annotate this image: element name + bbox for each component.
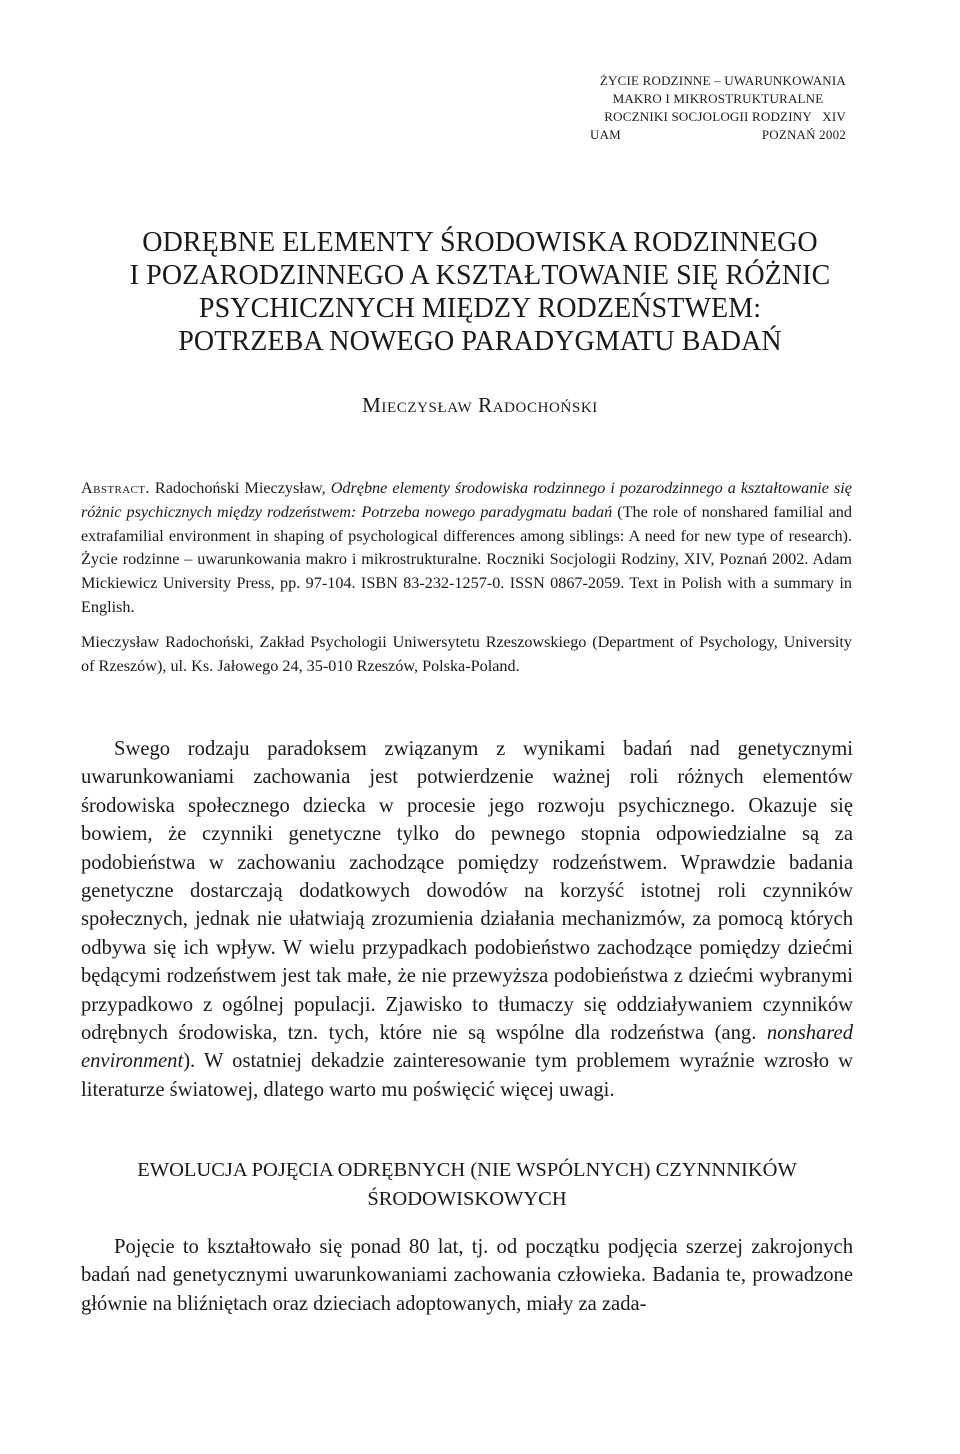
running-header-subtitle: MAKRO I MIKROSTRUKTURALNE (612, 91, 824, 106)
journal-name: ROCZNIKI SOCJOLOGII RODZINY (604, 109, 812, 124)
abstract-title-italic: Odrębne elementy środowiska rodzinnego i pozarodzinnego a kształtowanie się różnic psychicznych między rodzeństwem: Potrzeba nowego paradygmatu badań (81, 479, 852, 521)
running-header (590, 72, 846, 144)
title-line-4: POTRZEBA NOWEGO PARADYGMATU BADAŃ (178, 326, 782, 357)
section-heading-line-1: EWOLUCJA POJĘCIA ODRĘBNYCH (NIE WSPÓLNYCH) CZYNNNIKÓW (137, 1159, 797, 1181)
paragraph-1-italic-term: nonshared environment (81, 1022, 853, 1073)
running-header-series: ŻYCIE RODZINNE – UWARUNKOWANIA (599, 73, 846, 88)
abstract (81, 477, 852, 620)
paragraph-1-text: Swego rodzaju paradoksem związanym z wynikami badań nad genetycznymi uwarunkowaniami zachowania jest potwierdzenie ważnej roli różnych elementów środowiska społecznego dziecka w procesie jego rozwoju psychicznego. Okazuje się bowiem, że czynniki genetyczne tylko do pewnego stopnia odpowiedzialne są za podobieństwa w zachowaniu zachodzące pomiędzy rodzeństwem. Wprawdzie badania genetyczne dostarczają dodatkowych dowodów na korzyść istotnej roli czynników społecznych, jednak nie ułatwiają zrozumienia działania mechanizmów, za pomocą których odbywa się ich wpływ. W wielu przypadkach podobieństwo zachodzące pomiędzy dziećmi będącymi rodzeństwem jest tak małe, że nie przewyższa podobieństwa z dziećmi wybranymi przypadkowo z ogólnej populacji. Zjawisko to tłumaczy się oddziaływaniem czynników odrębnych środowiska, tzn. tych, które nie są wspólne dla rodzeństwa (ang. (81, 738, 853, 1045)
running-header-journal (590, 108, 846, 126)
journal-volume: XIV (822, 109, 846, 124)
place-year: POZNAŃ 2002 (761, 127, 846, 142)
body-paragraph-2: Pojęcie to kształtowało się ponad 80 lat, tj. od początku podjęcia szerzej zakrojonych badań nad genetycznymi uwarunkowaniami zachowania człowieka. Badania te, prowadzone głównie na bliźniętach oraz dzieciach adoptowanych, miały za zada- (81, 1236, 853, 1315)
publisher: UAM (590, 127, 621, 142)
title-line-3: PSYCHICZNYCH MIĘDZY RODZEŃSTWEM: (198, 293, 762, 324)
author-affiliation: Mieczysław Radochoński, Zakład Psychologii Uniwersytetu Rzeszowskiego (Department of Psychology, University of Rzeszów), ul. Ks. Jałowego 24, 35-010 Rzeszów, Polska-Poland. (81, 633, 852, 675)
paper-title (100, 226, 860, 358)
paragraph-1-text-end: ). W ostatniej dekadzie zainteresowanie tym problemem wyraźnie wzrosło w literaturze światowej, dlatego warto mu poświęcić więcej uwagi. (81, 1050, 853, 1101)
abstract-author-ref: Radochoński Mieczysław, (154, 479, 326, 497)
abstract-label: Abstract. (81, 479, 150, 497)
running-header-imprint (590, 126, 846, 144)
abstract-citation: (The role of nonshared familial and extrafamilial environment in shaping of psychological differences among siblings: A need for new type of research). Życie rodzinne – uwarunkowania makro i mikrostrukturalne. Roczniki Socjologii Rodziny, XIV, Poznań 2002. Adam Mickiewicz University Press, pp. 97-104. ISBN 83-232-1257-0. ISSN 0867-2059. Text in Polish with a summary in English. (81, 502, 852, 616)
author-name: Mieczysław Radochoński (362, 393, 598, 417)
section-heading (81, 1156, 853, 1214)
body-paragraph-1 (81, 735, 853, 1104)
title-line-1: ODRĘBNE ELEMENTY ŚRODOWISKA RODZINNEGO (142, 227, 818, 258)
title-line-2: I POZARODZINNEGO A KSZTAŁTOWANIE SIĘ RÓŻNIC (129, 260, 831, 291)
section-heading-line-2: ŚRODOWISKOWYCH (367, 1188, 567, 1210)
